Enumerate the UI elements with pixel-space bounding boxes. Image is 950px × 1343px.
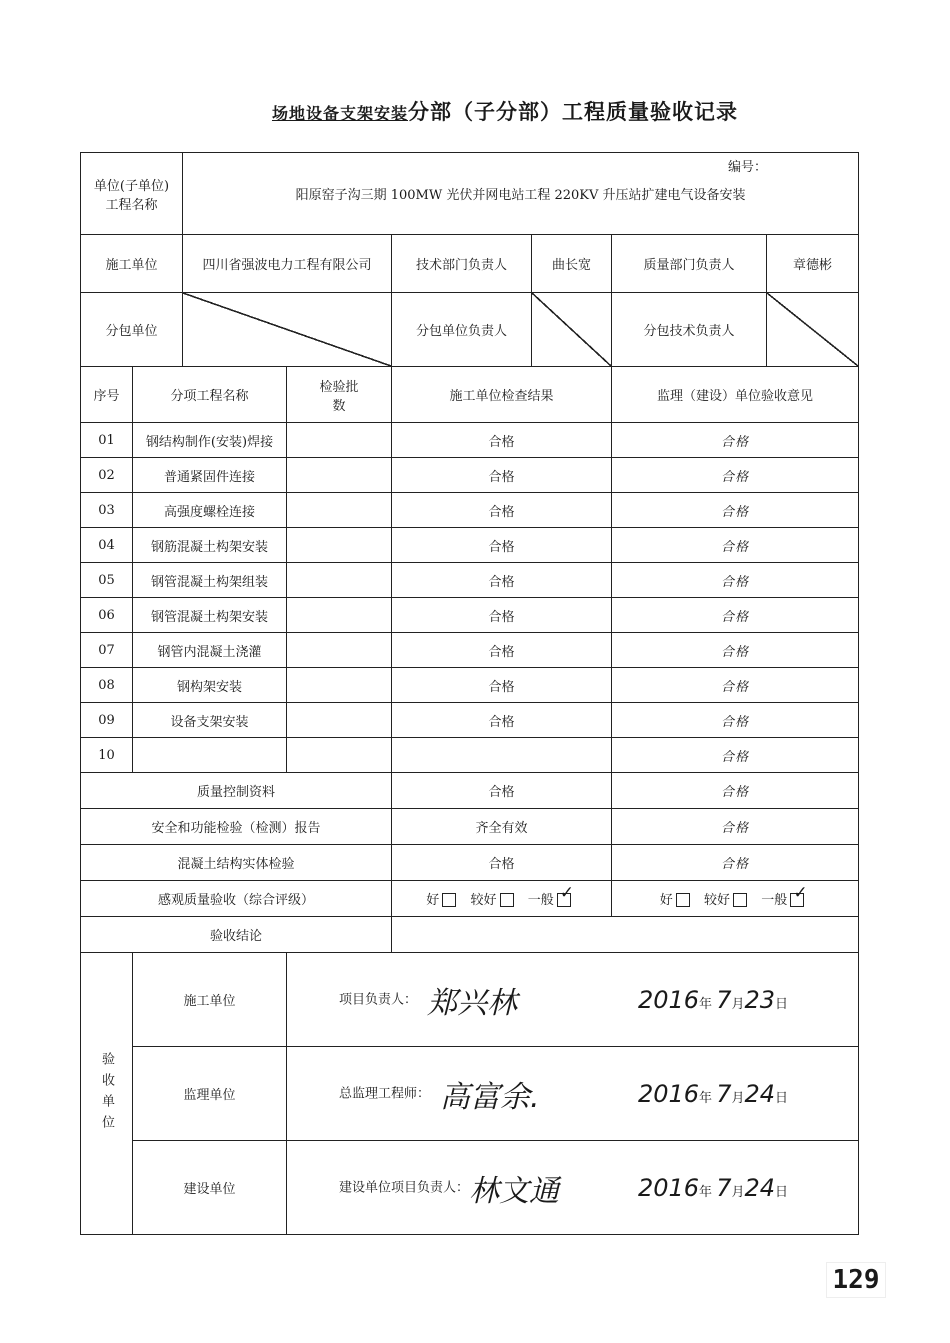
row-no: 02 bbox=[81, 458, 133, 493]
acceptance-signature-line bbox=[287, 1141, 859, 1235]
signer-role: 项目负责人： bbox=[339, 992, 418, 1007]
sign-year: 2016 bbox=[637, 1079, 700, 1108]
conclusion-label: 验收结论 bbox=[81, 917, 392, 953]
acceptance-side-label: 验收单位 bbox=[81, 953, 133, 1235]
project-name: 阳原窑子沟三期 100MW 光伏并网电站工程 220KV 升压站扩建电气设备安装 bbox=[183, 153, 859, 235]
row-check bbox=[392, 738, 612, 773]
tech-head-name: 曲长宽 bbox=[532, 235, 612, 293]
row-name: 钢筋混凝土构架安装 bbox=[133, 528, 287, 563]
row-batch bbox=[287, 493, 392, 528]
serial-label: 编号： bbox=[728, 160, 768, 175]
row-no: 03 bbox=[81, 493, 133, 528]
row-name: 普通紧固件连接 bbox=[133, 458, 287, 493]
row-name: 钢管混凝土构架组装 bbox=[133, 563, 287, 598]
row-opinion: 合格 bbox=[612, 598, 859, 633]
subcontractor-label: 分包单位 bbox=[81, 293, 183, 367]
row-no: 06 bbox=[81, 598, 133, 633]
signer-role: 总监理工程师： bbox=[339, 1086, 431, 1101]
row-check: 合格 bbox=[392, 633, 612, 668]
sign-day: 24 bbox=[744, 1079, 776, 1108]
summary-label: 混凝土结构实体检验 bbox=[81, 845, 392, 881]
appearance-contractor-options bbox=[392, 881, 612, 917]
acceptance-signature-line bbox=[287, 1047, 859, 1141]
option-normal-checkbox-checked[interactable] bbox=[557, 893, 571, 907]
option-good-label: 好 bbox=[426, 893, 440, 908]
handwritten-signature: 高富余. bbox=[440, 1079, 540, 1115]
row-name bbox=[133, 738, 287, 773]
row-check: 合格 bbox=[392, 703, 612, 738]
row-opinion: 合格 bbox=[612, 528, 859, 563]
summary-label: 质量控制资料 bbox=[81, 773, 392, 809]
summary-opinion: 合格 bbox=[612, 845, 859, 881]
row-batch bbox=[287, 458, 392, 493]
summary-row bbox=[81, 845, 859, 881]
table-row bbox=[81, 423, 859, 458]
handwritten-signature: 林文通 bbox=[469, 1173, 560, 1209]
appearance-supervisor-options bbox=[612, 881, 859, 917]
option-normal-label: 一般 bbox=[761, 893, 788, 908]
day-label: 日 bbox=[775, 1184, 789, 1200]
project-name-label: 工程名称 bbox=[105, 197, 158, 213]
option-better-checkbox[interactable] bbox=[733, 893, 747, 907]
row-batch bbox=[287, 703, 392, 738]
summary-check: 合格 bbox=[392, 773, 612, 809]
row-name: 钢结构制作(安装)焊接 bbox=[133, 423, 287, 458]
row-check: 合格 bbox=[392, 598, 612, 633]
row-check: 合格 bbox=[392, 528, 612, 563]
sign-year: 2016 bbox=[637, 1173, 700, 1202]
row-appearance bbox=[81, 881, 859, 917]
col-header-opinion: 监理（建设）单位验收意见 bbox=[612, 367, 859, 423]
sub-tech-empty bbox=[767, 293, 859, 367]
row-check: 合格 bbox=[392, 563, 612, 598]
row-name: 钢管混凝土构架安装 bbox=[133, 598, 287, 633]
option-better-label: 较好 bbox=[470, 893, 497, 908]
row-name: 钢构架安装 bbox=[133, 668, 287, 703]
row-opinion: 合格 bbox=[612, 703, 859, 738]
day-label: 日 bbox=[775, 996, 789, 1012]
option-normal-checkbox-checked[interactable] bbox=[790, 893, 804, 907]
sub-head-label: 分包单位负责人 bbox=[392, 293, 532, 367]
row-opinion: 合格 bbox=[612, 493, 859, 528]
sign-day: 24 bbox=[744, 1173, 776, 1202]
quality-head-name: 章德彬 bbox=[767, 235, 859, 293]
row-opinion: 合格 bbox=[612, 458, 859, 493]
row-batch bbox=[287, 528, 392, 563]
row-batch bbox=[287, 563, 392, 598]
summary-check: 合格 bbox=[392, 845, 612, 881]
row-check: 合格 bbox=[392, 423, 612, 458]
month-label: 月 bbox=[731, 1090, 745, 1106]
sign-date bbox=[638, 986, 788, 1014]
sub-tech-label: 分包技术负责人 bbox=[612, 293, 767, 367]
row-opinion: 合格 bbox=[612, 668, 859, 703]
row-opinion: 合格 bbox=[612, 633, 859, 668]
table-row bbox=[81, 528, 859, 563]
sign-date bbox=[638, 1080, 788, 1108]
option-normal-label: 一般 bbox=[527, 893, 554, 908]
summary-label: 安全和功能检验（检测）报告 bbox=[81, 809, 392, 845]
unit-label: 单位(子单位) bbox=[93, 178, 170, 194]
col-header-no: 序号 bbox=[81, 367, 133, 423]
row-name: 高强度螺栓连接 bbox=[133, 493, 287, 528]
row-batch bbox=[287, 633, 392, 668]
year-label: 年 bbox=[699, 1090, 713, 1106]
option-better-label: 较好 bbox=[704, 893, 731, 908]
signer-role: 建设单位项目负责人： bbox=[339, 1180, 470, 1195]
row-check: 合格 bbox=[392, 458, 612, 493]
row-no: 09 bbox=[81, 703, 133, 738]
row-no: 05 bbox=[81, 563, 133, 598]
table-row bbox=[81, 668, 859, 703]
table-row bbox=[81, 598, 859, 633]
row-column-headers bbox=[81, 367, 859, 423]
acceptance-unit: 建设单位 bbox=[133, 1141, 287, 1235]
summary-opinion: 合格 bbox=[612, 773, 859, 809]
year-label: 年 bbox=[699, 996, 713, 1012]
acceptance-unit: 施工单位 bbox=[133, 953, 287, 1047]
document-title bbox=[225, 96, 785, 126]
month-label: 月 bbox=[731, 996, 745, 1012]
row-batch bbox=[287, 423, 392, 458]
sign-date bbox=[638, 1174, 788, 1202]
summary-row bbox=[81, 809, 859, 845]
summary-opinion: 合格 bbox=[612, 809, 859, 845]
table-row bbox=[81, 563, 859, 598]
row-no: 01 bbox=[81, 423, 133, 458]
row-batch bbox=[287, 598, 392, 633]
table-row bbox=[81, 493, 859, 528]
acceptance-signature-line bbox=[287, 953, 859, 1047]
row-no: 04 bbox=[81, 528, 133, 563]
title-main: 分部（子分部）工程质量验收记录 bbox=[408, 100, 738, 124]
sub-head-empty bbox=[532, 293, 612, 367]
row-conclusion bbox=[81, 917, 859, 953]
handwritten-signature: 郑兴林 bbox=[427, 985, 518, 1021]
row-subcontractor bbox=[81, 293, 859, 367]
option-good-label: 好 bbox=[659, 893, 673, 908]
acceptance-row bbox=[81, 953, 859, 1047]
sign-day: 23 bbox=[744, 985, 776, 1014]
col-header-name: 分项工程名称 bbox=[133, 367, 287, 423]
option-good-checkbox[interactable] bbox=[442, 893, 456, 907]
acceptance-unit: 监理单位 bbox=[133, 1047, 287, 1141]
row-batch bbox=[287, 738, 392, 773]
row-opinion: 合格 bbox=[612, 738, 859, 773]
row-opinion: 合格 bbox=[612, 563, 859, 598]
summary-check: 齐全有效 bbox=[392, 809, 612, 845]
tech-head-label: 技术部门负责人 bbox=[392, 235, 532, 293]
month-label: 月 bbox=[731, 1184, 745, 1200]
col-header-batch: 检验批数 bbox=[287, 367, 392, 423]
acceptance-row bbox=[81, 1047, 859, 1141]
unit-label-cell bbox=[81, 153, 183, 235]
sign-month: 7 bbox=[716, 1079, 732, 1108]
table-row bbox=[81, 633, 859, 668]
contractor-label: 施工单位 bbox=[81, 235, 183, 293]
page-number: 129 bbox=[826, 1262, 886, 1298]
subcontractor-empty bbox=[183, 293, 392, 367]
col-header-check: 施工单位检查结果 bbox=[392, 367, 612, 423]
table-row bbox=[81, 458, 859, 493]
day-label: 日 bbox=[775, 1090, 789, 1106]
row-project-name bbox=[81, 153, 859, 235]
row-contractor bbox=[81, 235, 859, 293]
option-better-checkbox[interactable] bbox=[500, 893, 514, 907]
conclusion-value bbox=[392, 917, 859, 953]
summary-row bbox=[81, 773, 859, 809]
title-underlined: 场地设备支架安装 bbox=[271, 104, 408, 123]
row-no: 10 bbox=[81, 738, 133, 773]
row-no: 08 bbox=[81, 668, 133, 703]
sign-month: 7 bbox=[716, 985, 732, 1014]
acceptance-record-table bbox=[80, 152, 859, 1235]
row-check: 合格 bbox=[392, 668, 612, 703]
table-row bbox=[81, 703, 859, 738]
quality-head-label: 质量部门负责人 bbox=[612, 235, 767, 293]
row-check: 合格 bbox=[392, 493, 612, 528]
sign-year: 2016 bbox=[637, 985, 700, 1014]
year-label: 年 bbox=[699, 1184, 713, 1200]
option-good-checkbox[interactable] bbox=[676, 893, 690, 907]
row-name: 钢管内混凝土浇灌 bbox=[133, 633, 287, 668]
contractor-name: 四川省强波电力工程有限公司 bbox=[183, 235, 392, 293]
row-no: 07 bbox=[81, 633, 133, 668]
sign-month: 7 bbox=[716, 1173, 732, 1202]
appearance-label: 感观质量验收（综合评级） bbox=[81, 881, 392, 917]
acceptance-row bbox=[81, 1141, 859, 1235]
row-name: 设备支架安装 bbox=[133, 703, 287, 738]
row-opinion: 合格 bbox=[612, 423, 859, 458]
row-batch bbox=[287, 668, 392, 703]
table-row bbox=[81, 738, 859, 773]
